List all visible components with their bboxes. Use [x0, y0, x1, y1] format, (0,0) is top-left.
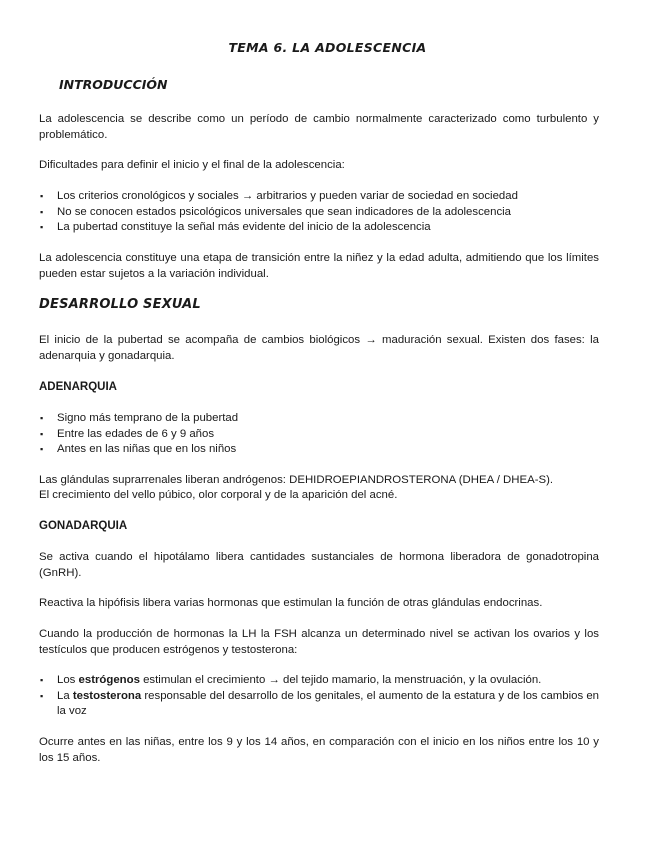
adenarquia-bullet-list	[39, 411, 604, 458]
bullet-marker-icon: ▪	[40, 413, 44, 423]
list-item: ▪ Entre las edades de 6 y 9 años	[39, 427, 604, 443]
document-title: TEMA 6. LA ADOLESCENCIA	[228, 40, 427, 55]
list-item: ▪ La pubertad constituye la señal más evidente del inicio de la adolescencia	[39, 220, 604, 236]
list-item: ▪ La testosterona responsable del desarrollo de los genitales, el aumento de la estatura y de los cambios en la voz	[40, 689, 600, 717]
list-item: ▪ Signo más temprano de la pubertad	[39, 411, 604, 427]
intro-paragraph-1: La adolescencia se describe como un período de cambio normalmente caracterizado como turbulento y problemático.	[39, 113, 599, 141]
intro-bullet-list	[39, 189, 604, 236]
gonadarquia-paragraph-1: Se activa cuando el hipotálamo libera cantidades sustanciales de hormona liberadora de gonadotropina (GnRH).	[39, 551, 599, 579]
list-item: ▪ Los criterios cronológicos y sociales → arbitrarios y pueden variar de sociedad en sociedad	[39, 189, 604, 205]
adenarquia-heading: ADENARQUIA	[39, 381, 117, 393]
intro-paragraph-3: La adolescencia constituye una etapa de transición entre la niñez y la edad adulta, admitiendo que los límites pueden estar sujetos a la variación individual.	[39, 252, 599, 280]
gonadarquia-heading: GONADARQUIA	[39, 520, 128, 532]
adenarquia-paragraph-line-2: El crecimiento del vello púbico, olor corporal y de la aparición del acné.	[39, 489, 398, 501]
list-item: ▪ Antes en las niñas que en los niños	[39, 442, 604, 458]
gonadarquia-paragraph-2: Reactiva la hipófisis libera varias hormonas que estimulan la función de otras glándulas endocrinas.	[39, 597, 543, 609]
bullet-marker-icon: ▪	[40, 444, 44, 454]
bullet-marker-icon: ▪	[40, 675, 44, 685]
bullet-marker-icon: ▪	[40, 222, 44, 232]
gonadarquia-bullet-list	[39, 673, 604, 720]
desarrollo-heading: DESARROLLO SEXUAL	[39, 297, 201, 312]
list-item: ▪ Los estrógenos estimulan el crecimiento → del tejido mamario, la menstruación, y la ovulación.	[39, 673, 604, 689]
bullet-marker-icon: ▪	[40, 690, 44, 701]
intro-paragraph-2: Dificultades para definir el inicio y el final de la adolescencia:	[39, 159, 345, 171]
list-item: ▪ No se conocen estados psicológicos universales que sean indicadores de la adolescencia	[39, 205, 604, 221]
gonadarquia-paragraph-4: Ocurre antes en las niñas, entre los 9 y los 14 años, en comparación con el inicio en los niños entre los 10 y los 15 años.	[39, 736, 599, 764]
testosterona-term: testosterona	[72, 689, 142, 702]
intro-heading: INTRODUCCIÓN	[59, 77, 168, 92]
bullet-marker-icon: ▪	[40, 191, 44, 201]
adenarquia-paragraph-line-1: Las glándulas suprarrenales liberan andrógenos: DEHIDROEPIANDROSTERONA (DHEA / DHEA-S).	[39, 474, 554, 486]
bullet-marker-icon: ▪	[40, 428, 44, 439]
bullet-marker-icon: ▪	[40, 206, 44, 217]
desarrollo-paragraph-1: El inicio de la pubertad se acompaña de cambios biológicos → maduración sexual. Existen dos fases: la adenarquia y gonadarquia.	[39, 334, 599, 362]
estrogenos-term: estrógenos	[78, 674, 140, 686]
gonadarquia-paragraph-3: Cuando la producción de hormonas la LH la FSH alcanza un determinado nivel se activan los ovarios y los testículos que producen estrógenos y testosterona:	[39, 628, 599, 656]
